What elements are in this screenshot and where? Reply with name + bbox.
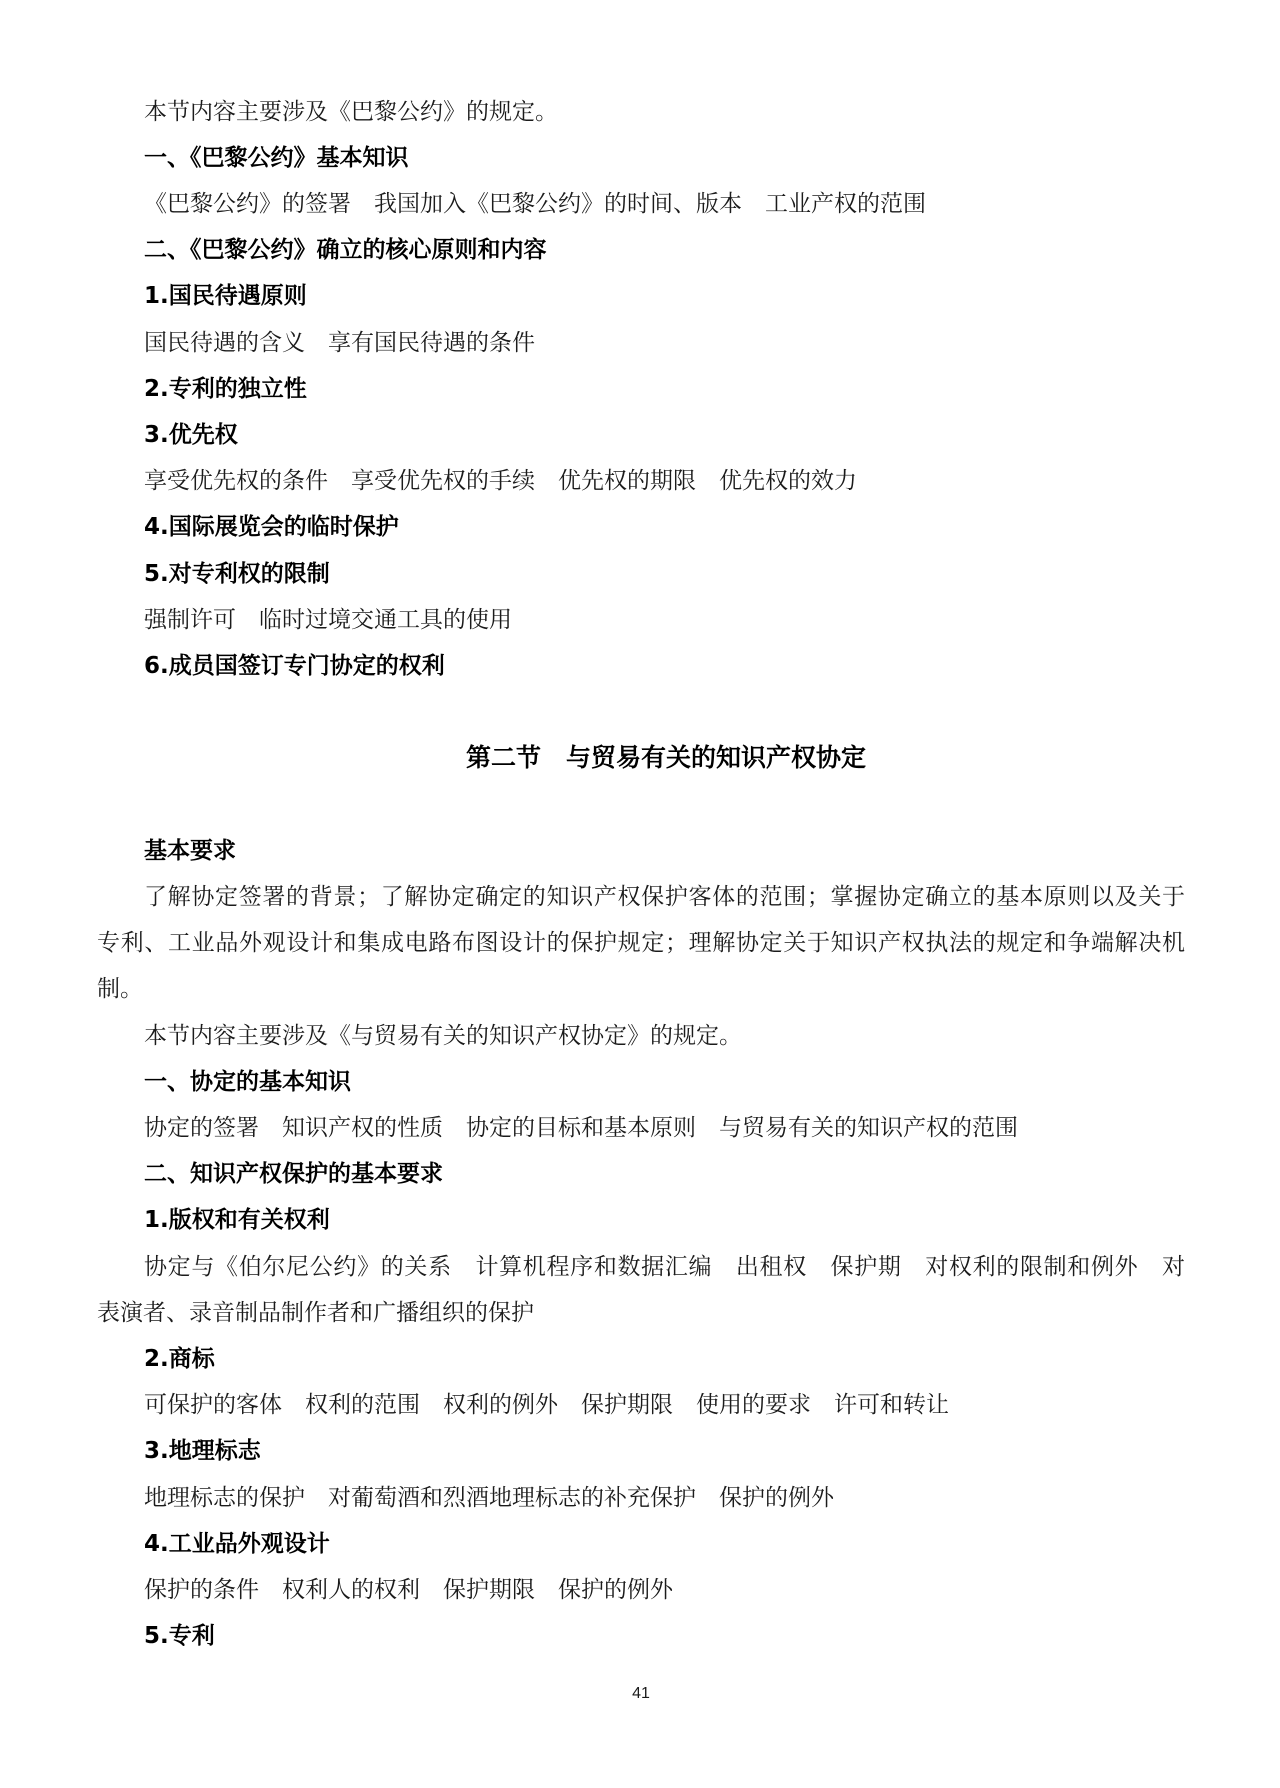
topic-list: 地理标志的保护 对葡萄酒和烈酒地理标志的补充保护 保护的例外 xyxy=(144,1484,834,1511)
requirements-text-line: 了解协定签署的背景；了解协定确定的知识产权保护客体的范围；掌握协定确立的基本原则以及关于 xyxy=(144,884,1185,911)
subsection-title: 5.对专利权的限制 xyxy=(144,560,330,587)
subsection-title: 1.版权和有关权利 xyxy=(144,1207,330,1234)
subsection-title: 4.工业品外观设计 xyxy=(144,1530,330,1557)
section-intro: 本节内容主要涉及《巴黎公约》的规定。 xyxy=(144,98,558,125)
part-heading: 二、《巴黎公约》确立的核心原则和内容 xyxy=(144,237,547,264)
section-intro: 本节内容主要涉及《与贸易有关的知识产权协定》的规定。 xyxy=(144,1022,742,1049)
part-heading: 二、知识产权保护的基本要求 xyxy=(144,1161,443,1188)
page-number: 41 xyxy=(632,1685,650,1702)
topic-list: 《巴黎公约》的签署 我国加入《巴黎公约》的时间、版本 工业产权的范围 xyxy=(144,191,926,217)
blank-line xyxy=(97,689,1185,735)
topic-list: 可保护的客体 权利的范围 权利的例外 保护期限 使用的要求 许可和转让 xyxy=(144,1392,949,1419)
requirements-text-line: 专利、工业品外观设计和集成电路布图设计的保护规定；理解协定关于知识产权执法的规定和争端解决机 xyxy=(97,930,1185,957)
topic-list-line: 表演者、录音制品制作者和广播组织的保护 xyxy=(97,1299,534,1326)
subsection-title: 1.国民待遇原则 xyxy=(144,283,307,310)
subsection-title: 5.专利 xyxy=(144,1623,215,1650)
section-title: 第二节 与贸易有关的知识产权协定 xyxy=(465,743,866,773)
topic-list-line: 协定与《伯尔尼公约》的关系 计算机程序和数据汇编 出租权 保护期 对权利的限制和例外 对 xyxy=(144,1253,1185,1280)
page-content xyxy=(97,89,1185,1660)
topic-list: 国民待遇的含义 享有国民待遇的条件 xyxy=(144,329,535,356)
subsection-title: 2.专利的独立性 xyxy=(144,375,307,402)
part-heading: 一、《巴黎公约》基本知识 xyxy=(144,144,409,171)
subsection-title: 4.国际展览会的临时保护 xyxy=(144,514,399,541)
topic-list: 强制许可 临时过境交通工具的使用 xyxy=(144,606,512,633)
subsection-title: 3.优先权 xyxy=(144,422,238,449)
subsection-title: 2.商标 xyxy=(144,1346,215,1373)
requirements-heading: 基本要求 xyxy=(144,837,236,864)
subsection-title: 3.地理标志 xyxy=(144,1438,261,1465)
requirements-text-line: 制。 xyxy=(97,976,143,1003)
blank-line xyxy=(97,782,1185,828)
part-heading: 一、协定的基本知识 xyxy=(144,1068,351,1095)
topic-list: 享受优先权的条件 享受优先权的手续 优先权的期限 优先权的效力 xyxy=(144,468,857,495)
topic-list: 保护的条件 权利人的权利 保护期限 保护的例外 xyxy=(144,1577,673,1604)
subsection-title: 6.成员国签订专门协定的权利 xyxy=(144,653,445,680)
topic-list: 协定的签署 知识产权的性质 协定的目标和基本原则 与贸易有关的知识产权的范围 xyxy=(144,1115,1018,1142)
